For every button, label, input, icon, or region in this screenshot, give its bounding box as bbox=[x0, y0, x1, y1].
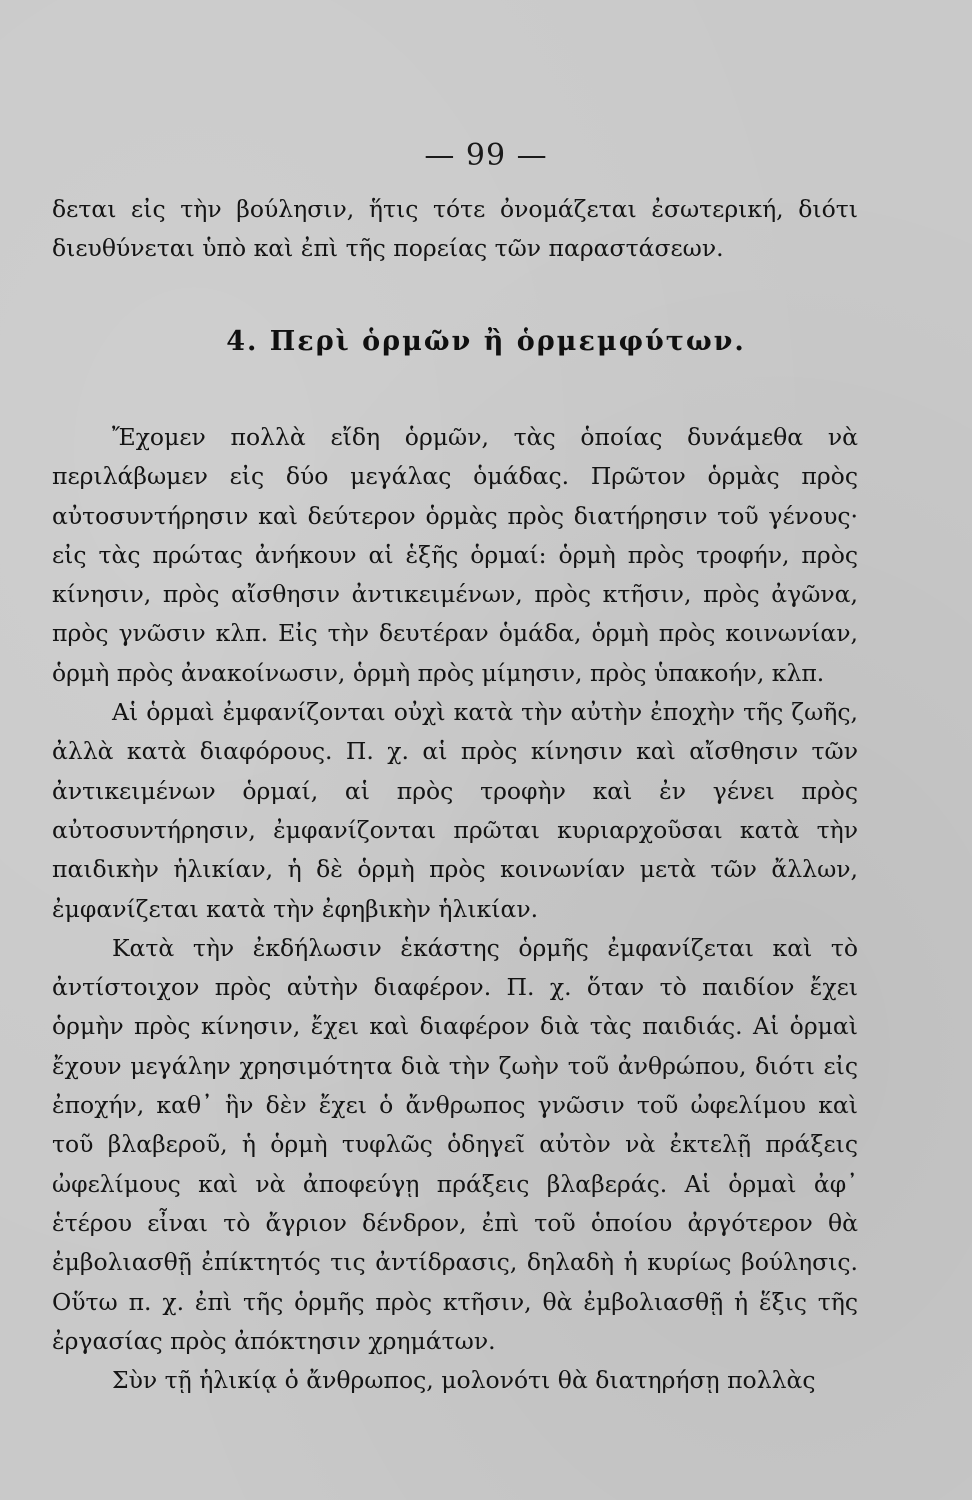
paragraph-2: Αἱ ὁρμαὶ ἐμφανίζονται οὐχὶ κατὰ τὴν αὐτὴν ἐποχὴν τῆς ζωῆς, ἀλλὰ κατὰ διαφόρους. Π. χ. αἱ πρὸς κίνησιν καὶ αἴσθησιν τῶν ἀντικειμένων ὁρμαί, αἱ πρὸς τροφὴν καὶ ἐν γένει πρὸς αὐτοσυντήρησιν, ἐμφανίζονται πρῶται κυριαρχοῦσαι κατὰ τὴν παιδικὴν ἡλικίαν, ἡ δὲ ὁρμὴ πρὸς κοινωνίαν μετὰ τῶν ἄλλων, ἐμφανίζεται κατὰ τὴν ἐφηβικὴν ἡλικίαν. bbox=[52, 698, 858, 923]
intro-text-block bbox=[52, 190, 858, 269]
intro-paragraph: δεται εἰς τὴν βούλησιν, ἥτις τότε ὀνομάζεται ἐσωτερική, διότι διευθύνεται ὑπὸ καὶ ἐπὶ τῆς πορείας τῶν παραστάσεων. bbox=[52, 195, 858, 263]
page-number: — 99 — bbox=[424, 138, 548, 173]
paragraph-1: Ἔχομεν πολλὰ εἴδη ὁρμῶν, τὰς ὁποίας δυνάμεθα νὰ περιλάβωμεν εἰς δύο μεγάλας ὁμάδας. Πρῶτον ὁρμὰς πρὸς αὐτοσυντήρησιν καὶ δεύτερον ὁρμὰς πρὸς διατήρησιν τοῦ γένους· εἰς τὰς πρώτας ἀνήκουν αἱ ἑξῆς ὁρμαί: ὁρμὴ πρὸς τροφήν, πρὸς κίνησιν, πρὸς αἴσθησιν ἀντικειμένων, πρὸς κτῆσιν, πρὸς ἀγῶνα, πρὸς γνῶσιν κλπ. Εἰς τὴν δευτέραν ὁμάδα, ὁρμὴ πρὸς κοινωνίαν, ὁρμὴ πρὸς ἀνακοίνωσιν, ὁρμὴ πρὸς μίμησιν, πρὸς ὑπακοήν, κλπ. bbox=[52, 423, 858, 687]
paragraph-3: Κατὰ τὴν ἐκδήλωσιν ἑκάστης ὁρμῆς ἐμφανίζεται καὶ τὸ ἀντίστοιχον πρὸς αὐτὴν διαφέρον. Π. χ. ὅταν τὸ παιδίον ἔχει ὁρμὴν πρὸς κίνησιν, ἔχει καὶ διαφέρον διὰ τὰς παιδιάς. Αἱ ὁρμαὶ ἔχουν μεγάλην χρησιμότητα διὰ τὴν ζωὴν τοῦ ἀνθρώπου, διότι εἰς ἐποχήν, καθ᾽ ἣν δὲν ἔχει ὁ ἄνθρωπος γνῶσιν τοῦ ὠφελίμου καὶ τοῦ βλαβεροῦ, ἡ ὁρμὴ τυφλῶς ὁδηγεῖ αὐτὸν νὰ ἐκτελῇ πράξεις ὠφελίμους καὶ νὰ ἀποφεύγῃ πράξεις βλαβεράς. Αἱ ὁρμαὶ ἀφ᾽ ἑτέρου εἶναι τὸ ἄγριον δένδρον, ἐπὶ τοῦ ὁποίου ἀργότερον θὰ ἐμβολιασθῇ ἐπίκτητός τις ἀντίδρασις, δηλαδὴ ἡ κυρίως βούλησις. Οὕτω π. χ. ἐπὶ τῆς ὁρμῆς πρὸς κτῆσιν, θὰ ἐμβολιασθῇ ἡ ἕξις τῆς ἐργασίας πρὸς ἀπόκτησιν χρημάτων. bbox=[52, 933, 858, 1355]
paragraph-4: Σὺν τῇ ἡλικίᾳ ὁ ἄνθρωπος, μολονότι θὰ διατηρήσῃ πολλὰς bbox=[112, 1366, 816, 1395]
section-heading: 4. Περὶ ὁρμῶν ἢ ὁρμεμφύτων. bbox=[226, 326, 746, 357]
body-text-block bbox=[52, 418, 858, 1400]
